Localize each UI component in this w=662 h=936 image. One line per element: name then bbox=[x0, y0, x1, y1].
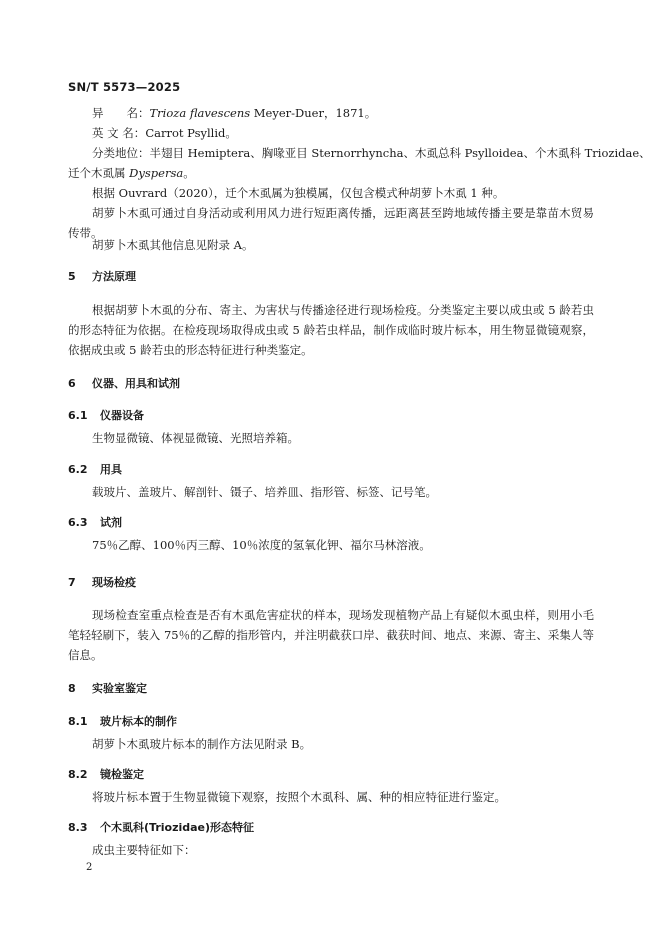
ouvrard-paragraph: 根据 Ouvrard（2020），迁个木虱属为独模属，仅包含模式种胡萝卜木虱 1 种。 bbox=[92, 186, 505, 200]
heading-6-3 bbox=[68, 514, 122, 530]
taxonomy-suffix: 。 bbox=[183, 166, 195, 180]
english-name-line bbox=[92, 126, 237, 141]
heading-8-1 bbox=[68, 713, 177, 729]
synonym-line bbox=[92, 106, 376, 121]
heading-number: 6.2 bbox=[68, 463, 88, 476]
heading-6-1 bbox=[68, 407, 144, 423]
microscopy-paragraph: 将玻片标本置于生物显微镜下观察，按照个木虱科、属、种的相应特征进行鉴定。 bbox=[92, 790, 506, 804]
other-info-paragraph: 胡萝卜木虱其他信息见附录 A。 bbox=[92, 238, 254, 252]
heading-number: 6 bbox=[68, 377, 76, 390]
equipment-paragraph: 生物显微镜、体视显微镜、光照培养箱。 bbox=[92, 431, 299, 445]
heading-title: 镜检鉴定 bbox=[100, 768, 144, 781]
taxonomy-prefix: 迁个木虱属 bbox=[68, 166, 130, 180]
english-name-label: 英 文 名： bbox=[92, 126, 146, 140]
heading-number: 8.2 bbox=[68, 768, 88, 781]
heading-number: 8.3 bbox=[68, 821, 88, 834]
heading-5 bbox=[68, 268, 136, 284]
heading-7 bbox=[68, 574, 136, 590]
page-number: 2 bbox=[86, 862, 93, 873]
english-name-value: Carrot Psyllid。 bbox=[145, 126, 237, 140]
taxonomy-line-1: 分类地位：半翅目 Hemiptera、胸喙亚目 Sternorrhyncha、木虱总科 Psylloidea、个木虱科 Triozidae、 bbox=[92, 146, 651, 160]
heading-title: 方法原理 bbox=[92, 270, 136, 283]
reagents-paragraph: 75％乙醇、100％丙三醇、10％浓度的氢氧化钾、福尔马林溶液。 bbox=[92, 538, 431, 552]
heading-title: 现场检疫 bbox=[92, 576, 136, 589]
heading-8 bbox=[68, 680, 147, 696]
heading-number: 8.1 bbox=[68, 715, 88, 728]
heading-number: 6.3 bbox=[68, 516, 88, 529]
principle-paragraph: 根据胡萝卜木虱的分布、寄主、为害状与传播途径进行现场检疫。分类鉴定主要以成虫或 5 龄若虫的形态特征为依据。在检疫现场取得成虫或 5 龄若虫样品，制作成临时玻片标本，用生物显微镜观察，依据成虫或 5 龄若虫的形态特征进行种类鉴定。 bbox=[68, 303, 594, 357]
heading-title: 仪器、用具和试剂 bbox=[92, 377, 180, 390]
heading-number: 7 bbox=[68, 576, 76, 589]
heading-6 bbox=[68, 375, 180, 391]
heading-8-3 bbox=[68, 819, 254, 835]
heading-title: 实验室鉴定 bbox=[92, 682, 147, 695]
heading-number: 8 bbox=[68, 682, 76, 695]
heading-title: 用具 bbox=[100, 463, 122, 476]
synonym-label: 异 名： bbox=[92, 106, 150, 120]
taxonomy-line-2 bbox=[68, 166, 195, 181]
adult-features-paragraph: 成虫主要特征如下： bbox=[92, 843, 196, 857]
synonym-species: Trioza flavescens bbox=[149, 106, 251, 120]
heading-number: 5 bbox=[68, 270, 76, 283]
spread-paragraph: 胡萝卜木虱可通过自身活动或利用风力进行短距离传播，远距离甚至跨地域传播主要是靠苗木贸易传带。 bbox=[68, 206, 594, 240]
heading-number: 6.1 bbox=[68, 409, 88, 422]
tools-paragraph: 载玻片、盖玻片、解剖针、镊子、培养皿、指形管、标签、记号笔。 bbox=[92, 485, 437, 499]
heading-title: 仪器设备 bbox=[100, 409, 144, 422]
heading-title: 玻片标本的制作 bbox=[100, 715, 177, 728]
field-inspection-paragraph: 现场检查室重点检查是否有木虱危害症状的样本，现场发现植物产品上有疑似木虱虫样，则用小毛笔轻轻刷下，装入 75％的乙醇的指形管内，并注明截获口岸、截获时间、地点、来源、寄主、采集人等信息。 bbox=[68, 608, 594, 662]
heading-8-2 bbox=[68, 766, 144, 782]
heading-title: 个木虱科(Triozidae)形态特征 bbox=[100, 821, 255, 834]
heading-title: 试剂 bbox=[100, 516, 122, 529]
standard-code: SN/T 5573—2025 bbox=[68, 80, 181, 94]
heading-6-2 bbox=[68, 461, 122, 477]
slide-method-paragraph: 胡萝卜木虱玻片标本的制作方法见附录 B。 bbox=[92, 737, 312, 751]
synonym-author: Meyer-Duer，1871。 bbox=[250, 106, 377, 120]
taxonomy-genus: Dyspersa bbox=[129, 166, 184, 180]
